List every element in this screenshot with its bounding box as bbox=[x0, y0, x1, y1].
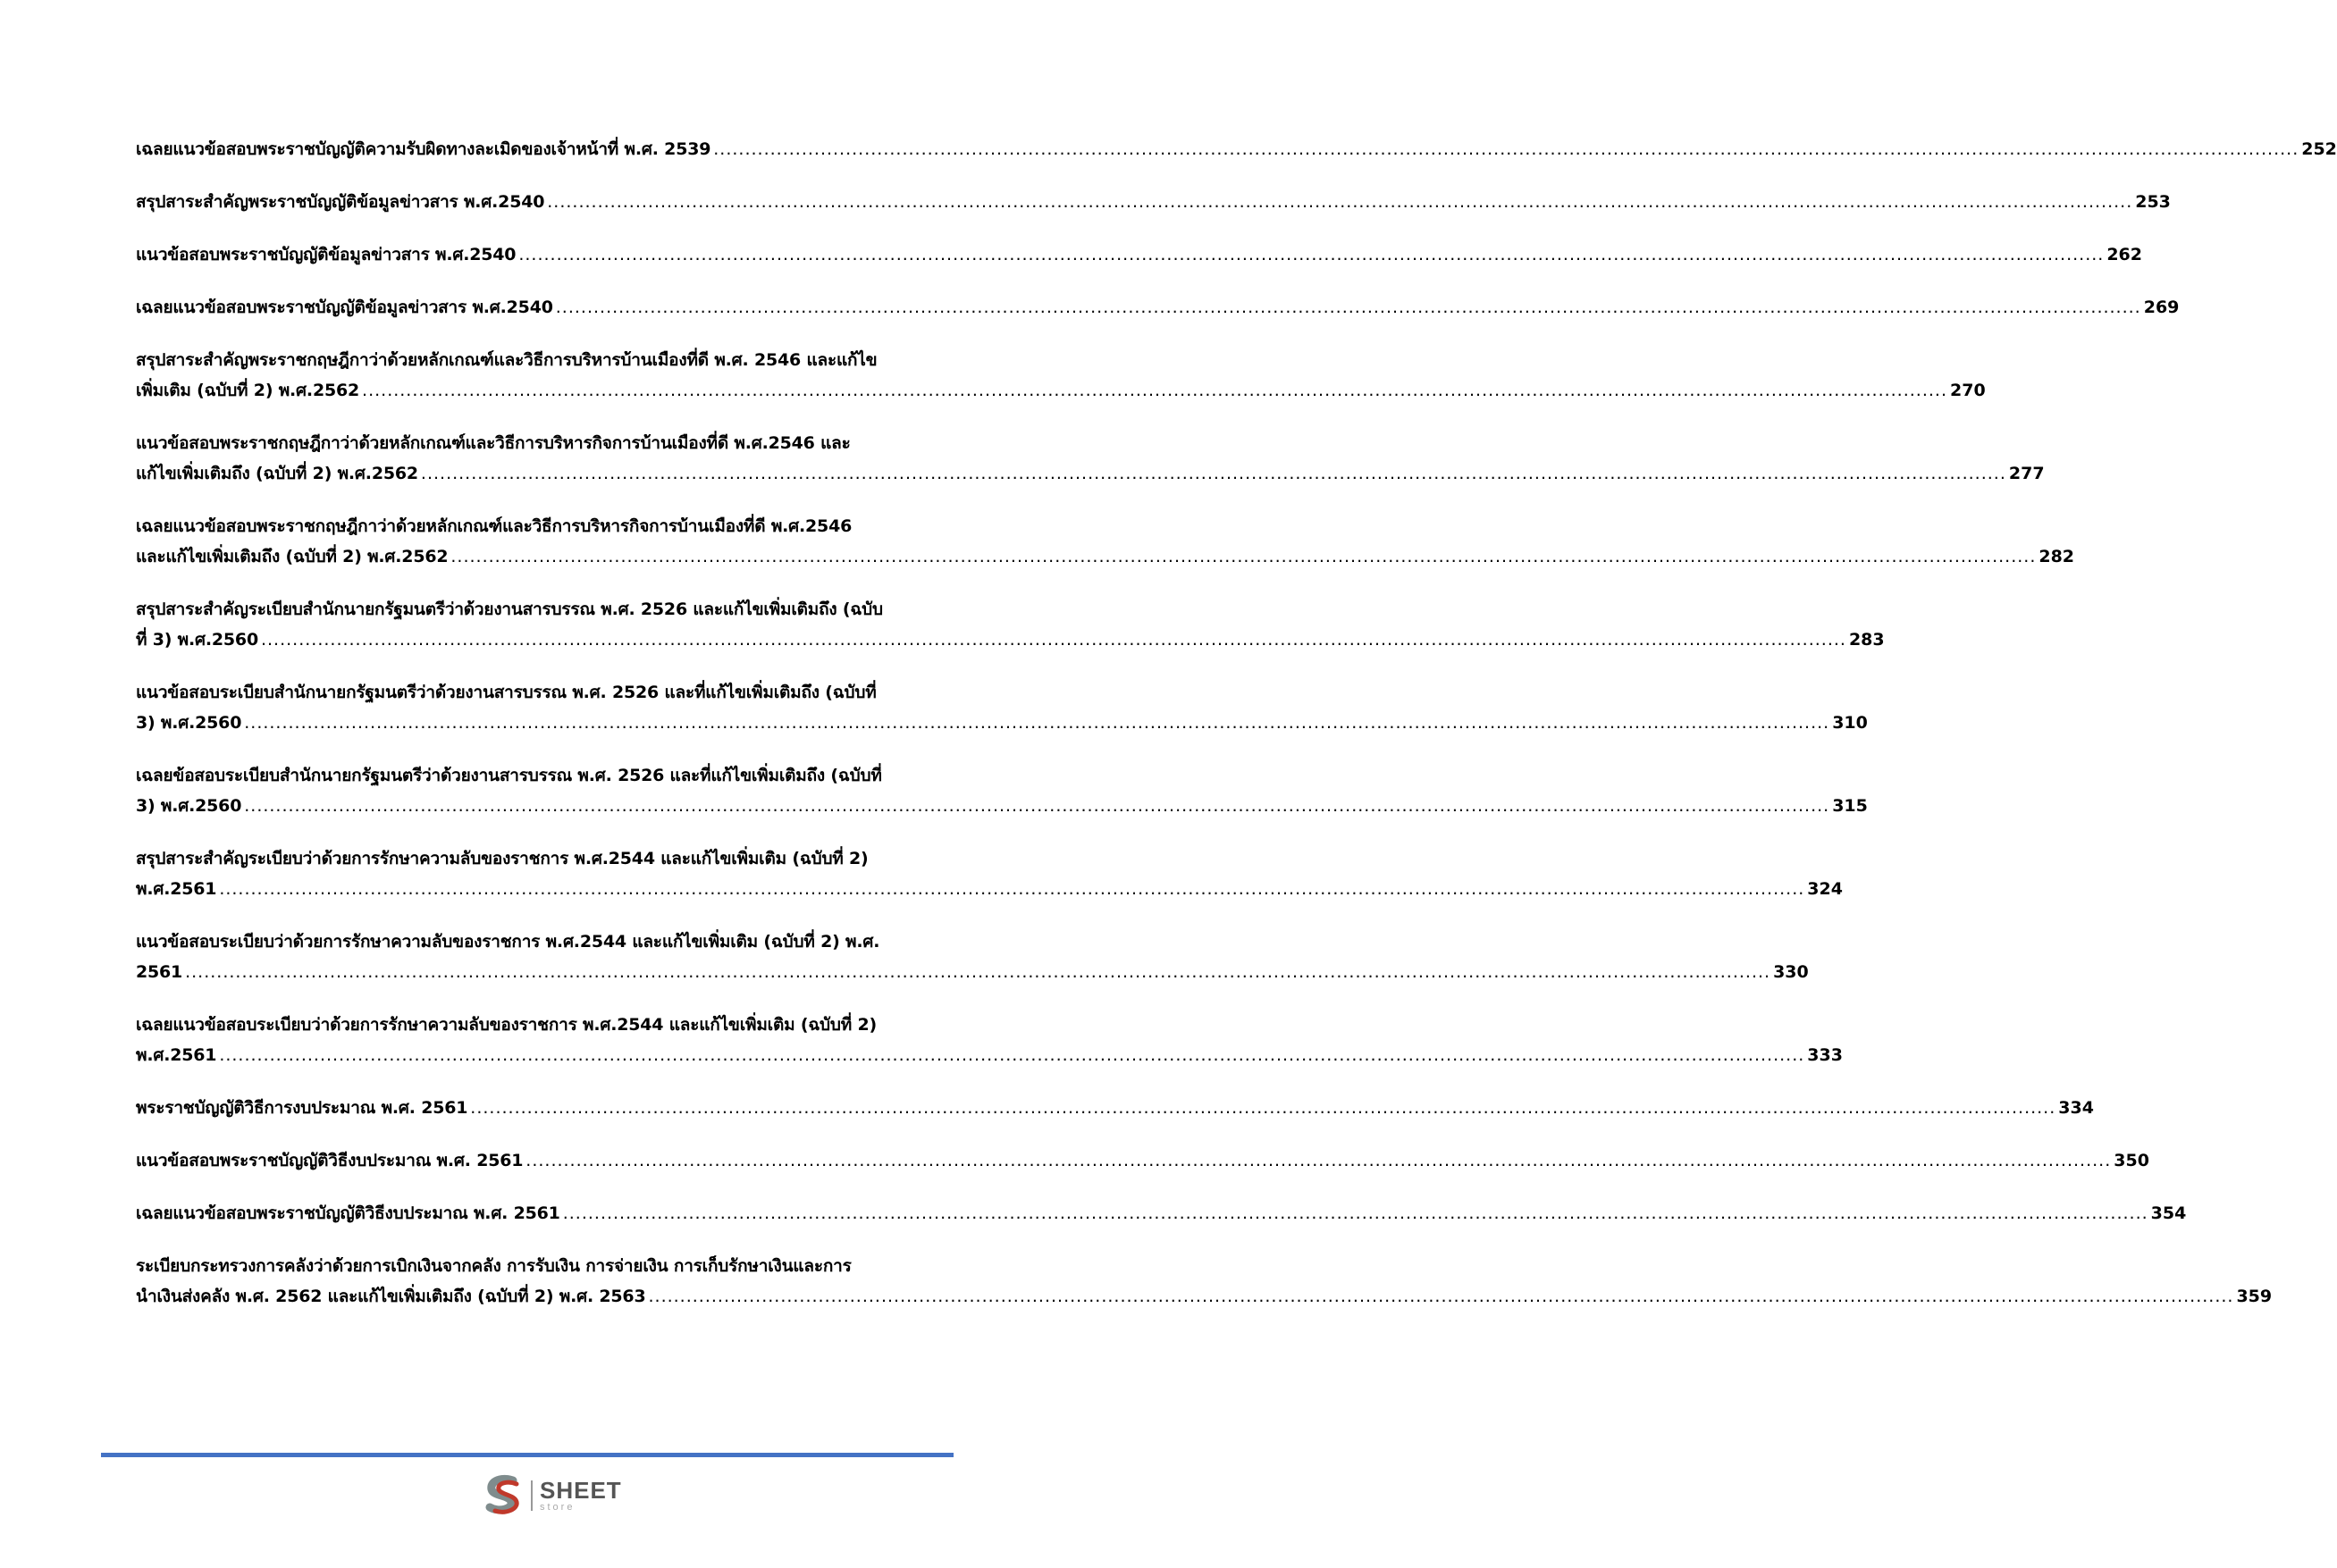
dot-leader bbox=[563, 1198, 2148, 1228]
dot-leader bbox=[525, 1145, 2111, 1176]
toc-page-number: 283 bbox=[1848, 630, 1885, 650]
toc-page-number: 252 bbox=[2301, 139, 2337, 159]
toc-entry-title-line1: แนวข้อสอบระเบียบสำนักนายกรัฐมนตรีว่าด้วยงานสารบรรณ พ.ศ. 2526 และที่แก้ไขเพิ่มเติมถึง (ฉบับที่ bbox=[136, 683, 877, 702]
toc-page-number: 277 bbox=[2008, 464, 2045, 483]
toc-entry-title-line2: พ.ศ.2561 bbox=[136, 879, 217, 899]
toc-entry-title: สรุปสาระสำคัญพระราชบัญญัติข้อมูลข่าวสาร พ.ศ.2540 bbox=[136, 192, 545, 212]
toc-entry[interactable] bbox=[136, 1145, 2149, 1176]
dot-leader bbox=[547, 187, 2132, 217]
toc-entry-title-line2: นำเงินส่งคลัง พ.ศ. 2562 และแก้ไขเพิ่มเติมถึง (ฉบับที่ 2) พ.ศ. 2563 bbox=[136, 1287, 646, 1306]
toc-entry[interactable] bbox=[136, 927, 1809, 987]
logo-brand-sub: store bbox=[540, 1502, 576, 1513]
dot-leader bbox=[518, 239, 2104, 270]
toc-entry-title: เฉลยแนวข้อสอบพระราชบัญญัติวิธีงบประมาณ พ.ศ. 2561 bbox=[136, 1203, 560, 1223]
dot-leader bbox=[219, 874, 1804, 904]
toc-page-number: 270 bbox=[1950, 381, 1986, 400]
toc-entry-title-line2: 3) พ.ศ.2560 bbox=[136, 713, 242, 733]
toc-entry[interactable] bbox=[136, 239, 2142, 270]
table-of-contents bbox=[136, 134, 2337, 1334]
toc-entry-title-line2: พ.ศ.2561 bbox=[136, 1045, 217, 1065]
toc-entry-title: เฉลยแนวข้อสอบพระราชบัญญัติความรับผิดทางละเมิดของเจ้าหน้าที่ พ.ศ. 2539 bbox=[136, 139, 711, 159]
toc-entry-title-line2: ที่ 3) พ.ศ.2560 bbox=[136, 630, 258, 650]
dot-leader bbox=[421, 458, 2006, 489]
toc-page-number: 269 bbox=[2143, 298, 2180, 317]
dot-leader bbox=[556, 292, 2141, 323]
toc-entry[interactable] bbox=[136, 843, 1843, 904]
toc-entry[interactable] bbox=[136, 1093, 2094, 1123]
dot-leader bbox=[185, 957, 1770, 987]
toc-page-number: 334 bbox=[2058, 1098, 2094, 1118]
toc-entry-title: เฉลยแนวข้อสอบพระราชบัญญัติข้อมูลข่าวสาร พ.ศ.2540 bbox=[136, 298, 553, 317]
toc-entry-title-line1: เฉลยแนวข้อสอบระเบียบว่าด้วยการรักษาความลับของราชการ พ.ศ.2544 และแก้ไขเพิ่มเติม (ฉบับที่ 2) bbox=[136, 1015, 878, 1035]
dot-leader bbox=[362, 375, 1947, 406]
toc-entry-title: แนวข้อสอบพระราชบัญญัติวิธีงบประมาณ พ.ศ. 2561 bbox=[136, 1151, 524, 1170]
toc-page-number: 330 bbox=[1773, 962, 1809, 982]
footer-rule bbox=[101, 1453, 954, 1457]
logo-wordmark bbox=[540, 1479, 622, 1513]
toc-page-number: 315 bbox=[1832, 796, 1868, 816]
toc-entry[interactable] bbox=[136, 511, 2075, 572]
toc-entry[interactable] bbox=[136, 428, 2045, 489]
toc-entry-title-line1: สรุปสาระสำคัญพระราชกฤษฎีกาว่าด้วยหลักเกณฑ์และวิธีการบริหารบ้านเมืองที่ดี พ.ศ. 2546 และแก้ไข bbox=[136, 350, 878, 370]
toc-page-number: 262 bbox=[2106, 245, 2142, 264]
sheet-store-s-icon bbox=[483, 1475, 525, 1516]
toc-entry-title-line1: สรุปสาระสำคัญระเบียบว่าด้วยการรักษาความลับของราชการ พ.ศ.2544 และแก้ไขเพิ่มเติม (ฉบับที่ 2) bbox=[136, 849, 869, 868]
dot-leader bbox=[713, 134, 2299, 164]
toc-page-number: 333 bbox=[1807, 1045, 1843, 1065]
dot-leader bbox=[219, 1040, 1804, 1070]
toc-entry[interactable] bbox=[136, 1198, 2187, 1228]
dot-leader bbox=[450, 541, 2036, 572]
toc-entry-title-line2: 3) พ.ศ.2560 bbox=[136, 796, 242, 816]
toc-entry-title-line1: เฉลยข้อสอบระเบียบสำนักนายกรัฐมนตรีว่าด้วยงานสารบรรณ พ.ศ. 2526 และที่แก้ไขเพิ่มเติมถึง (ฉบับที่ bbox=[136, 766, 882, 785]
toc-entry-title: พระราชบัญญัติวิธีการงบประมาณ พ.ศ. 2561 bbox=[136, 1098, 468, 1118]
logo-brand-name: SHEET bbox=[540, 1477, 622, 1504]
dot-leader bbox=[244, 708, 1829, 738]
toc-entry[interactable] bbox=[136, 345, 1986, 406]
toc-entry[interactable] bbox=[136, 187, 2171, 217]
toc-page-number: 359 bbox=[2236, 1287, 2273, 1306]
toc-entry-title-line2: เพิ่มเติม (ฉบับที่ 2) พ.ศ.2562 bbox=[136, 381, 360, 400]
sheet-store-logo bbox=[483, 1474, 622, 1517]
dot-leader bbox=[261, 625, 1846, 655]
toc-entry[interactable] bbox=[136, 677, 1868, 738]
toc-entry-title-line2: และแก้ไขเพิ่มเติมถึง (ฉบับที่ 2) พ.ศ.2562 bbox=[136, 547, 449, 566]
logo-divider bbox=[531, 1480, 533, 1511]
toc-page-number: 310 bbox=[1832, 713, 1868, 733]
toc-entry-title-line1: เฉลยแนวข้อสอบพระราชกฤษฎีกาว่าด้วยหลักเกณฑ์และวิธีการบริหารกิจการบ้านเมืองที่ดี พ.ศ.2546 bbox=[136, 516, 853, 536]
toc-entry[interactable] bbox=[136, 760, 1868, 821]
toc-entry[interactable] bbox=[136, 1010, 1843, 1070]
toc-page-number: 324 bbox=[1807, 879, 1843, 899]
toc-entry-title-line2: 2561 bbox=[136, 962, 183, 982]
toc-entry[interactable] bbox=[136, 134, 2337, 164]
dot-leader bbox=[648, 1281, 2233, 1312]
dot-leader bbox=[244, 791, 1829, 821]
toc-entry[interactable] bbox=[136, 594, 1885, 655]
toc-page-number: 282 bbox=[2039, 547, 2075, 566]
toc-entry-title-line2: แก้ไขเพิ่มเติมถึง (ฉบับที่ 2) พ.ศ.2562 bbox=[136, 464, 418, 483]
toc-entry-title-line1: สรุปสาระสำคัญระเบียบสำนักนายกรัฐมนตรีว่าด้วยงานสารบรรณ พ.ศ. 2526 และแก้ไขเพิ่มเติมถึง (ฉบับ bbox=[136, 600, 883, 619]
toc-page-number: 253 bbox=[2135, 192, 2171, 212]
toc-page-number: 350 bbox=[2114, 1151, 2149, 1170]
toc-entry[interactable] bbox=[136, 1251, 2273, 1312]
toc-entry[interactable] bbox=[136, 292, 2180, 323]
dot-leader bbox=[470, 1093, 2055, 1123]
toc-entry-title-line1: ระเบียบกระทรวงการคลังว่าด้วยการเบิกเงินจากคลัง การรับเงิน การจ่ายเงิน การเก็บรักษาเงินและการ bbox=[136, 1256, 852, 1276]
toc-entry-title-line1: แนวข้อสอบพระราชกฤษฎีกาว่าด้วยหลักเกณฑ์และวิธีการบริหารกิจการบ้านเมืองที่ดี พ.ศ.2546 และ bbox=[136, 433, 851, 453]
toc-page-number: 354 bbox=[2150, 1203, 2187, 1223]
toc-entry-title: แนวข้อสอบพระราชบัญญัติข้อมูลข่าวสาร พ.ศ.2540 bbox=[136, 245, 517, 264]
toc-entry-title-line1: แนวข้อสอบระเบียบว่าด้วยการรักษาความลับของราชการ พ.ศ.2544 และแก้ไขเพิ่มเติม (ฉบับที่ 2) พ.ศ. bbox=[136, 932, 880, 952]
